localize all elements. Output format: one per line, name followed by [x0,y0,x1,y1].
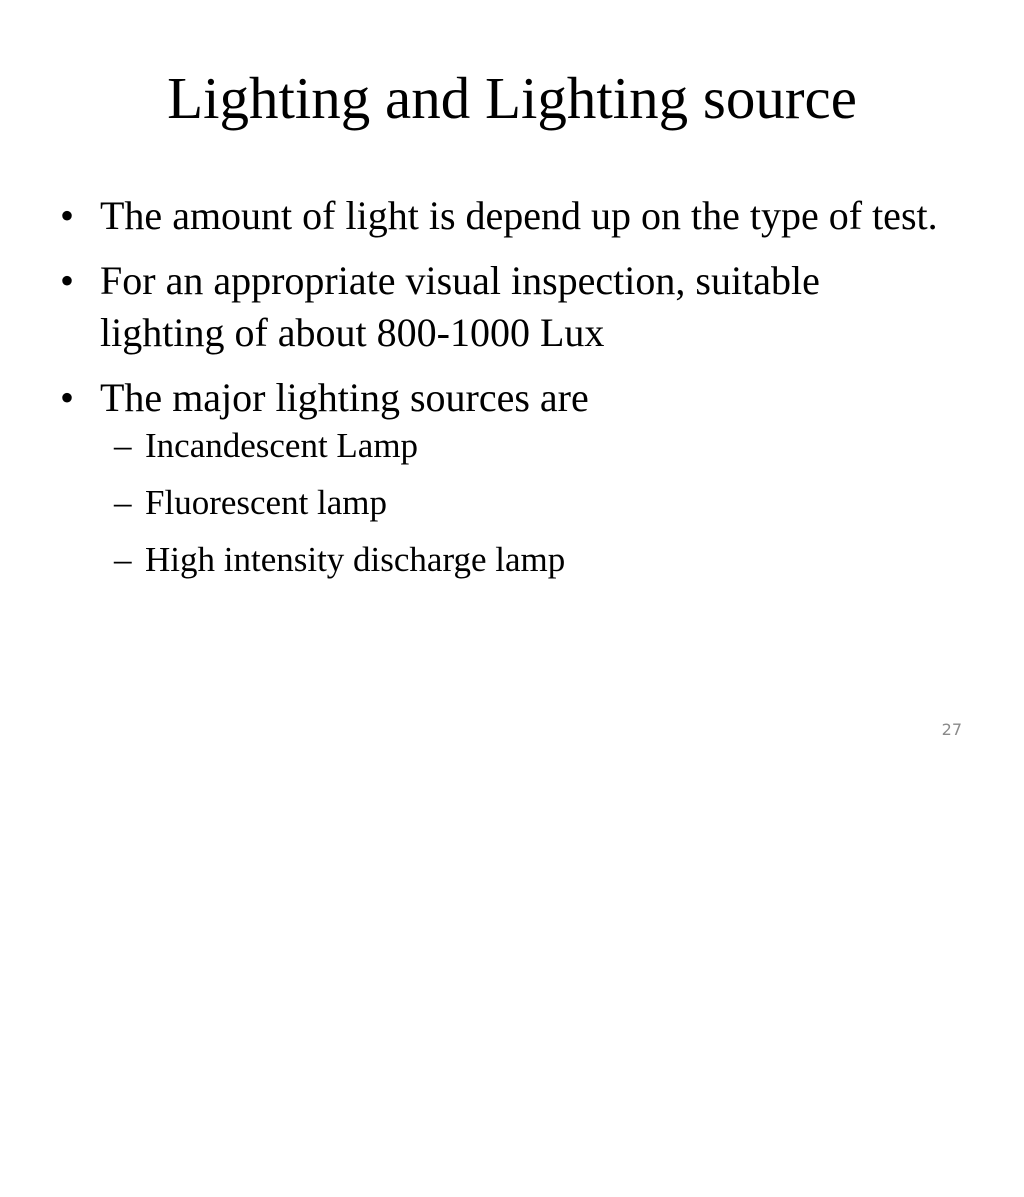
page-number: 27 [941,720,962,739]
bullet-text: For an appropriate visual inspection, suitable lighting of about 800-1000 Lux [100,258,820,355]
sub-item-text: Fluorescent lamp [145,483,388,522]
sub-item-incandescent-lamp [100,426,940,466]
sub-bullet-list [100,426,940,580]
bullet-text: The major lighting sources are [100,375,589,420]
sub-item-hid-lamp [100,540,940,580]
bullet-list [60,190,940,597]
sub-bullet-marker: – [114,483,132,522]
sub-item-fluorescent-lamp [100,483,940,523]
bullet-text: The amount of light is depend up on the type of test. [100,193,938,238]
sub-bullet-marker: – [114,426,132,465]
slide-title: Lighting and Lighting source [167,65,857,131]
sub-item-text: Incandescent Lamp [145,426,419,465]
bullet-item-visual-inspection [60,255,940,359]
bullet-marker: • [60,258,75,303]
sub-item-text: High intensity discharge lamp [145,540,566,579]
sub-bullet-marker: – [114,540,132,579]
bullet-item-lighting-sources [60,372,940,580]
bullet-marker: • [60,193,75,238]
bullet-marker: • [60,375,75,420]
bullet-item-light-amount [60,190,940,242]
